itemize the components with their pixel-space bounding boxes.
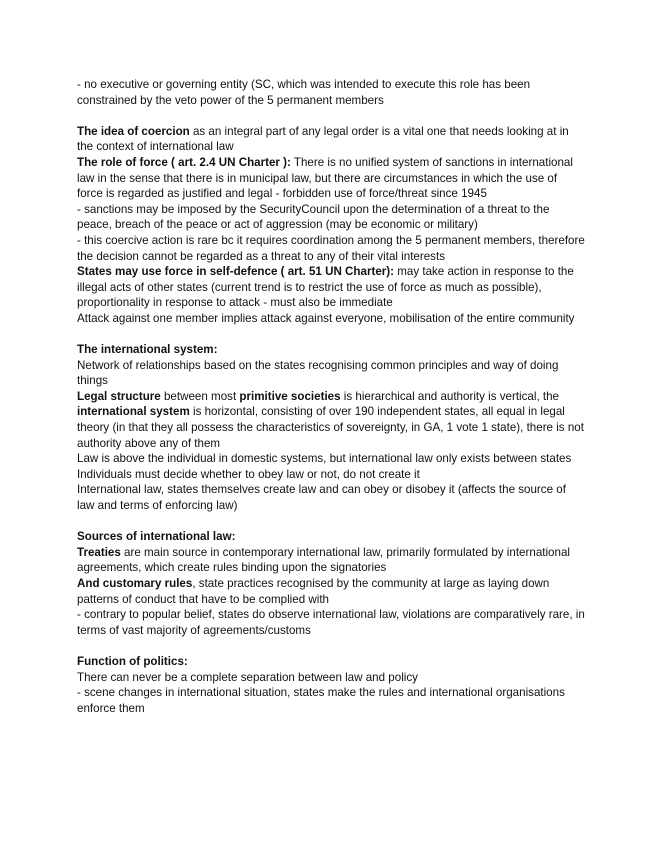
- force-text: There is no unified system of sanctions in international law in the sense that there is in municipal law, but there are circumstances in which the use of force is regarded as justified and legal - forbidden use of force/threat since 1945: [77, 155, 573, 201]
- legal-structure-text: is horizontal, consisting of over 190 independent states, all equal in legal theory (in that they all possess the characteristics of sovereignty, in GA, 1 vote 1 state), there is not authority above any of them: [77, 405, 584, 450]
- sources-heading: Sources of international law:: [77, 530, 236, 544]
- customary-rules-text: , state practices recognised by the community at large as laying down patterns of conduct that have to be complied with: [77, 577, 550, 606]
- coercion-paragraph: [77, 124, 585, 155]
- individuals-paragraph: Individuals must decide whether to obey law or not, do not create it: [77, 467, 420, 481]
- primitive-societies-term: primitive societies: [239, 389, 341, 403]
- politics-heading: Function of politics:: [77, 654, 188, 668]
- legal-structure-text: is hierarchical and authority is vertical, the: [340, 389, 560, 403]
- veto-paragraph: - no executive or governing entity (SC, which was intended to execute this role has been constrained by the veto power of the 5 permanent members: [77, 78, 531, 107]
- self-defence-text: may take action in response to the illegal acts of other states (current trend is to restrict the use of force as much as possible), proportionality in response to attack - must also be immediate: [77, 265, 574, 310]
- customary-rules-paragraph: [77, 576, 585, 607]
- sanctions-paragraph: - sanctions may be imposed by the SecurityCouncil upon the determination of a threat to the peace, breach of the peace or act of aggression (may be economic or military): [77, 202, 550, 232]
- attack-paragraph: Attack against one member implies attack against everyone, mobilisation of the entire community: [77, 311, 575, 325]
- spacer: [77, 108, 585, 124]
- spacer: [77, 514, 585, 530]
- legal-structure-text: between most: [160, 389, 240, 403]
- treaties-text: are main source in contemporary international law, primarily formulated by international agreements, which create rules binding upon the signatories: [77, 545, 570, 575]
- treaties-term: Treaties: [77, 545, 121, 559]
- legal-structure-paragraph: [77, 389, 585, 451]
- self-defence-paragraph: [77, 264, 585, 311]
- coercion-text: as an integral part of any legal order is a vital one that needs looking at in the context of international law: [77, 124, 569, 154]
- force-term: The role of force ( art. 2.4 UN Charter ):: [77, 155, 291, 169]
- politics-line-2: - scene changes in international situation, states make the rules and international organisations enforce them: [77, 686, 565, 715]
- force-paragraph: [77, 155, 585, 202]
- international-law-paragraph: International law, states themselves create law and can obey or disobey it (affects the source of law and terms of enforcing law): [77, 483, 566, 513]
- legal-structure-term: Legal structure: [77, 389, 161, 403]
- self-defence-term: States may use force in self-defence ( art. 51 UN Charter):: [77, 265, 394, 279]
- international-system-term: international system: [77, 405, 190, 419]
- politics-line-1: There can never be a complete separation between law and policy: [77, 670, 418, 684]
- coercive-action-paragraph: - this coercive action is rare bc it requires coordination among the 5 permanent members, therefore the decision cannot be regarded as a threat to any of their vital interests: [77, 233, 585, 263]
- spacer: [77, 327, 585, 343]
- treaties-paragraph: [77, 545, 585, 576]
- popular-belief-paragraph: - contrary to popular belief, states do observe international law, violations are comparatively rare, in terms of vast majority of agreements/customs: [77, 608, 585, 637]
- customary-rules-term: And customary rules: [77, 577, 193, 590]
- law-above-paragraph: Law is above the individual in domestic systems, but international law only exists between states: [77, 452, 572, 466]
- spacer: [77, 638, 585, 654]
- international-system-heading: The international system:: [77, 343, 218, 357]
- network-paragraph: Network of relationships based on the states recognising common principles and way of doing things: [77, 358, 559, 388]
- coercion-term: The idea of coercion: [77, 124, 190, 138]
